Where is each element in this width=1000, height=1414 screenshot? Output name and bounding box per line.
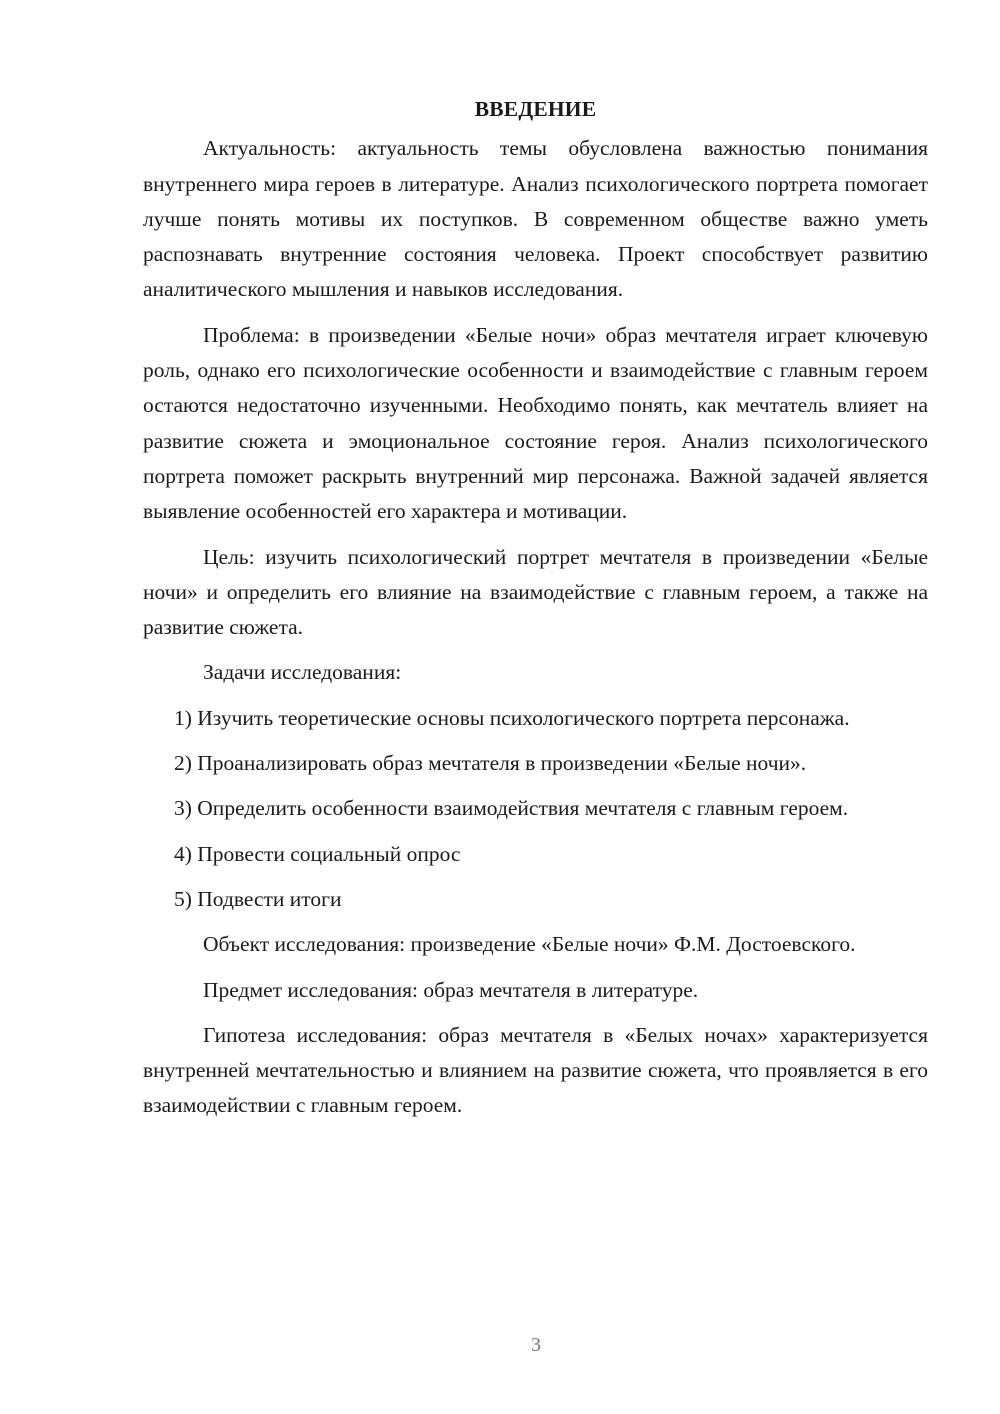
tasks-heading: Задачи исследования: <box>203 660 402 685</box>
task-item-1: 1) Изучить теоретические основы психологического портрета персонажа. <box>174 705 850 730</box>
task-item-5: 5) Подвести итоги <box>174 886 342 911</box>
problem-paragraph: Проблема: в произведении «Белые ночи» образ мечтателя играет ключевую роль, однако его психологические особенности и взаимодействие с главным героем остаются недостаточно изученными. Необходимо понять, как мечтатель влияет на развитие сюжета и эмоциональное состояние героя. Анализ психологического портрета поможет раскрыть внутренний мир персонажа. Важной задачей является выявление особенностей его характера и мотивации. <box>143 322 928 524</box>
subject-paragraph: Предмет исследования: образ мечтателя в литературе. <box>203 977 699 1002</box>
task-item-3: 3) Определить особенности взаимодействия мечтателя с главным героем. <box>174 796 849 821</box>
hypothesis-paragraph: Гипотеза исследования: образ мечтателя в «Белых ночах» характеризуется внутренней мечтательностью и влиянием на развитие сюжета, что проявляется в его взаимодействии с главным героем. <box>143 1022 928 1118</box>
task-item-4: 4) Провести социальный опрос <box>174 841 461 866</box>
object-paragraph: Объект исследования: произведение «Белые ночи» Ф.М. Достоевского. <box>203 932 856 957</box>
task-item-2: 2) Проанализировать образ мечтателя в произведении «Белые ночи». <box>174 751 807 776</box>
page-title: ВВЕДЕНИЕ <box>474 97 597 121</box>
relevance-paragraph: Актуальность: актуальность темы обусловлена важностью понимания внутреннего мира героев в литературе. Анализ психологического портрета помогает лучше понять мотивы их поступков. В современном обществе важно уметь распознавать внутренние состояния человека. Проект способствует развитию аналитического мышления и навыков исследования. <box>143 136 928 302</box>
document-page <box>143 92 928 1134</box>
goal-paragraph: Цель: изучить психологический портрет мечтателя в произведении «Белые ночи» и определить его влияние на взаимодействие с главным героем, а также на развитие сюжета. <box>143 544 928 640</box>
page-number: 3 <box>531 1334 541 1356</box>
